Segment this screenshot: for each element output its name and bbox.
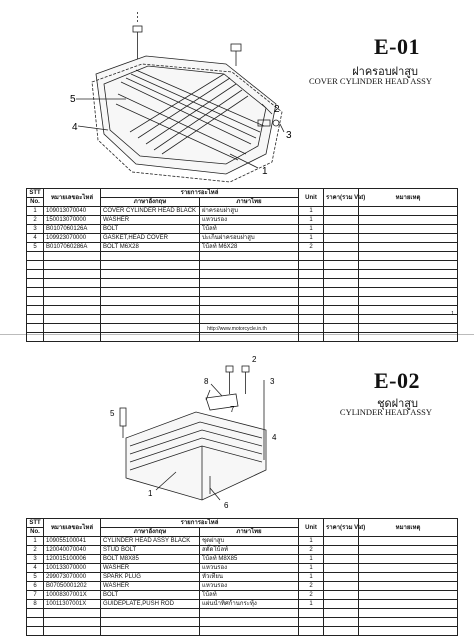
part-code: 10008307001X: [44, 591, 101, 600]
empty-cell: [299, 252, 324, 261]
table-row-empty: [27, 288, 458, 297]
empty-cell: [200, 315, 299, 324]
row-number: 2: [27, 216, 44, 225]
row-number: 6: [27, 582, 44, 591]
table-row-empty: [27, 618, 458, 627]
empty-cell: [44, 609, 101, 618]
empty-cell: [200, 609, 299, 618]
empty-cell: [200, 261, 299, 270]
description-th: ฝาครอบฝาสูบ: [200, 207, 299, 216]
callout-label: 3: [286, 130, 292, 141]
unit-qty: 2: [299, 591, 324, 600]
parts-table: [26, 188, 458, 342]
empty-cell: [101, 261, 200, 270]
empty-cell: [359, 270, 458, 279]
row-number: 5: [27, 573, 44, 582]
part-code: B07050001202: [44, 582, 101, 591]
table-row-empty: [27, 609, 458, 618]
empty-cell: [101, 297, 200, 306]
empty-cell: [359, 261, 458, 270]
table-row-empty: [27, 315, 458, 324]
description-en: WASHER: [101, 216, 200, 225]
empty-cell: [200, 279, 299, 288]
unit-qty: 1: [299, 537, 324, 546]
empty-cell: [27, 315, 44, 324]
header-stt: STT: [27, 519, 44, 528]
empty-cell: [101, 288, 200, 297]
note: [359, 207, 458, 216]
unit-qty: 2: [299, 243, 324, 252]
empty-cell: [44, 627, 101, 636]
description-en: WASHER: [101, 582, 200, 591]
table-row: [27, 537, 458, 546]
header-note: หมายเหตุ: [359, 519, 458, 537]
empty-cell: [299, 627, 324, 636]
note: [359, 234, 458, 243]
empty-cell: [101, 279, 200, 288]
unit-qty: 1: [299, 234, 324, 243]
empty-cell: [44, 279, 101, 288]
empty-cell: [359, 279, 458, 288]
title-thai: ฝาครอบฝาสูบ: [352, 65, 418, 78]
header-price: ราคา(รวม Vat): [324, 519, 359, 537]
empty-cell: [101, 609, 200, 618]
callout-label: 7: [230, 405, 235, 414]
empty-cell: [101, 627, 200, 636]
empty-cell: [359, 315, 458, 324]
header-desc-th: ภาษาไทย: [200, 528, 299, 537]
parts-table-body: [27, 537, 458, 636]
note: [359, 564, 458, 573]
header-description: รายการอะไหล่: [101, 519, 299, 528]
unit-qty: 1: [299, 600, 324, 609]
header-description: รายการอะไหล่: [101, 189, 299, 198]
callout-label: 4: [72, 122, 78, 133]
table-row: [27, 591, 458, 600]
empty-cell: [101, 333, 200, 342]
table-row-empty: [27, 252, 458, 261]
price: [324, 582, 359, 591]
empty-cell: [200, 618, 299, 627]
cover-cylinder-head-diagram: [26, 4, 326, 184]
row-number: 1: [27, 537, 44, 546]
unit-qty: 1: [299, 555, 324, 564]
empty-cell: [359, 297, 458, 306]
table-row-empty: [27, 270, 458, 279]
part-code: 120015100006: [44, 555, 101, 564]
description-en: CYLINDER HEAD ASSY BLACK: [101, 537, 200, 546]
empty-cell: [359, 333, 458, 342]
callout-label: 1: [148, 489, 153, 498]
empty-cell: [324, 333, 359, 342]
price: [324, 207, 359, 216]
catalog-code: E-01: [374, 34, 420, 59]
description-th: แหวนรอง: [200, 216, 299, 225]
empty-cell: [324, 252, 359, 261]
unit-qty: 2: [299, 582, 324, 591]
price: [324, 600, 359, 609]
part-code: B0107060286A: [44, 243, 101, 252]
catalog-code: E-02: [374, 368, 420, 393]
description-th: ชุดฝาสูบ: [200, 537, 299, 546]
description-th: ปะเก็นฝาครอบฝาสูบ: [200, 234, 299, 243]
description-th: โบ้ลท์ M8X85: [200, 555, 299, 564]
price: [324, 591, 359, 600]
parts-table-body: [27, 207, 458, 342]
description-th: โบ้ลท์: [200, 225, 299, 234]
price: [324, 225, 359, 234]
row-number: 5: [27, 243, 44, 252]
empty-cell: [200, 270, 299, 279]
callout-label: 8: [204, 377, 209, 386]
header-stt: STT: [27, 189, 44, 198]
note: [359, 582, 458, 591]
empty-cell: [359, 306, 458, 315]
empty-cell: [44, 252, 101, 261]
header-unit: Unit: [299, 189, 324, 207]
empty-cell: [200, 297, 299, 306]
table-row: [27, 243, 458, 252]
empty-cell: [359, 252, 458, 261]
parts-table: [26, 518, 458, 636]
page-number: 1: [451, 311, 454, 317]
table-row-empty: [27, 306, 458, 315]
title-english: CYLINDER HEAD ASSY: [339, 407, 432, 417]
empty-cell: [200, 252, 299, 261]
empty-cell: [27, 270, 44, 279]
unit-qty: 1: [299, 207, 324, 216]
part-code: 150013070000: [44, 216, 101, 225]
note: [359, 591, 458, 600]
empty-cell: [101, 252, 200, 261]
table-row: [27, 225, 458, 234]
footer-url[interactable]: http://www.motorcycle.in.th: [207, 326, 267, 332]
empty-cell: [44, 261, 101, 270]
note: [359, 225, 458, 234]
price: [324, 234, 359, 243]
price: [324, 216, 359, 225]
empty-cell: [27, 279, 44, 288]
row-number: 3: [27, 555, 44, 564]
empty-cell: [27, 333, 44, 342]
empty-cell: [324, 279, 359, 288]
description-th: แหวนรอง: [200, 564, 299, 573]
row-number: 8: [27, 600, 44, 609]
empty-cell: [324, 261, 359, 270]
table-row-empty: [27, 333, 458, 342]
table-row: [27, 216, 458, 225]
empty-cell: [324, 288, 359, 297]
row-number: 3: [27, 225, 44, 234]
empty-cell: [299, 270, 324, 279]
empty-cell: [299, 261, 324, 270]
price: [324, 546, 359, 555]
empty-cell: [359, 609, 458, 618]
callout-label: 6: [224, 501, 229, 510]
unit-qty: 1: [299, 225, 324, 234]
description-en: BOLT M8X85: [101, 555, 200, 564]
description-en: COVER CYLINDER HEAD BLACK: [101, 207, 200, 216]
callout-label: 3: [270, 377, 275, 386]
header-part-code: หมายเลขอะไหล่: [44, 519, 101, 537]
note: [359, 537, 458, 546]
part-code: 100133070000: [44, 564, 101, 573]
description-th: โบ้ลท์: [200, 591, 299, 600]
empty-cell: [44, 618, 101, 627]
callout-label: 5: [110, 409, 115, 418]
description-en: SPARK PLUG: [101, 573, 200, 582]
table-row: [27, 573, 458, 582]
empty-cell: [299, 288, 324, 297]
price: [324, 555, 359, 564]
empty-cell: [324, 618, 359, 627]
row-number: 7: [27, 591, 44, 600]
row-number: 2: [27, 546, 44, 555]
empty-cell: [27, 618, 44, 627]
note: [359, 216, 458, 225]
empty-cell: [324, 315, 359, 324]
empty-cell: [44, 333, 101, 342]
description-en: GASKET,HEAD COVER: [101, 234, 200, 243]
empty-cell: [44, 270, 101, 279]
description-th: โบ้ลท์ M6X28: [200, 243, 299, 252]
empty-cell: [44, 315, 101, 324]
empty-cell: [299, 315, 324, 324]
catalog-page-e01: [26, 0, 458, 322]
empty-cell: [101, 315, 200, 324]
empty-cell: [299, 333, 324, 342]
price: [324, 573, 359, 582]
callout-label: 5: [70, 94, 76, 105]
callout-label: 2: [252, 355, 257, 364]
unit-qty: 2: [299, 546, 324, 555]
note: [359, 573, 458, 582]
note: [359, 600, 458, 609]
table-row-empty: [27, 279, 458, 288]
part-code: 299073070000: [44, 573, 101, 582]
note: [359, 555, 458, 564]
description-th: แหวนรอง: [200, 582, 299, 591]
row-number: 4: [27, 564, 44, 573]
table-row: [27, 207, 458, 216]
header-note: หมายเหตุ: [359, 189, 458, 207]
empty-cell: [27, 306, 44, 315]
empty-cell: [44, 306, 101, 315]
callout-label: 4: [272, 433, 277, 442]
empty-cell: [200, 288, 299, 297]
row-number: 1: [27, 207, 44, 216]
empty-cell: [299, 618, 324, 627]
table-row-empty: [27, 627, 458, 636]
note: [359, 243, 458, 252]
empty-cell: [101, 306, 200, 315]
empty-cell: [299, 609, 324, 618]
empty-cell: [200, 627, 299, 636]
empty-cell: [359, 627, 458, 636]
empty-cell: [324, 306, 359, 315]
title-thai: ชุดฝาสูบ: [377, 397, 418, 410]
empty-cell: [200, 333, 299, 342]
callout-label: 1: [262, 166, 268, 177]
header-no: No.: [27, 528, 44, 537]
empty-cell: [44, 288, 101, 297]
header-desc-th: ภาษาไทย: [200, 198, 299, 207]
empty-cell: [299, 297, 324, 306]
header-part-code: หมายเลขอะไหล่: [44, 189, 101, 207]
empty-cell: [27, 627, 44, 636]
catalog-page-e02: [26, 346, 458, 632]
table-row: [27, 555, 458, 564]
unit-qty: 1: [299, 216, 324, 225]
table-row-empty: [27, 297, 458, 306]
part-code: 109013070040: [44, 207, 101, 216]
cylinder-head-diagram: [26, 350, 326, 518]
description-en: STUD BOLT: [101, 546, 200, 555]
empty-cell: [27, 288, 44, 297]
part-code: 109055100041: [44, 537, 101, 546]
part-code: 120040070040: [44, 546, 101, 555]
description-th: แผ่นนำทิศก้านกระทุ้ง: [200, 600, 299, 609]
empty-cell: [44, 297, 101, 306]
table-row: [27, 234, 458, 243]
description-en: BOLT: [101, 225, 200, 234]
unit-qty: 1: [299, 564, 324, 573]
description-th: หัวเทียน: [200, 573, 299, 582]
header-desc-en: ภาษาอังกฤษ: [101, 528, 200, 537]
empty-cell: [324, 270, 359, 279]
unit-qty: 1: [299, 573, 324, 582]
part-code: 10011307001X: [44, 600, 101, 609]
empty-cell: [27, 609, 44, 618]
header-unit: Unit: [299, 519, 324, 537]
header-desc-en: ภาษาอังกฤษ: [101, 198, 200, 207]
table-row: [27, 546, 458, 555]
table-row: [27, 564, 458, 573]
callout-label: 2: [274, 104, 280, 115]
empty-cell: [27, 252, 44, 261]
description-en: GUIDEPLATE,PUSH ROD: [101, 600, 200, 609]
empty-cell: [27, 261, 44, 270]
price: [324, 243, 359, 252]
table-row-empty: [27, 261, 458, 270]
empty-cell: [101, 618, 200, 627]
empty-cell: [359, 288, 458, 297]
price: [324, 537, 359, 546]
note: [359, 546, 458, 555]
empty-cell: [359, 618, 458, 627]
price: [324, 564, 359, 573]
table-row: [27, 600, 458, 609]
part-code: B0107060126A: [44, 225, 101, 234]
description-en: BOLT M6X28: [101, 243, 200, 252]
row-number: 4: [27, 234, 44, 243]
empty-cell: [299, 306, 324, 315]
header-price: ราคา(รวม Vat): [324, 189, 359, 207]
table-row: [27, 582, 458, 591]
description-en: BOLT: [101, 591, 200, 600]
header-no: No.: [27, 198, 44, 207]
empty-cell: [324, 297, 359, 306]
title-english: COVER CYLINDER HEAD ASSY: [308, 76, 432, 86]
empty-cell: [324, 609, 359, 618]
empty-cell: [299, 279, 324, 288]
empty-cell: [324, 627, 359, 636]
part-code: 109923070000: [44, 234, 101, 243]
empty-cell: [101, 270, 200, 279]
empty-cell: [27, 297, 44, 306]
empty-cell: [200, 306, 299, 315]
description-en: WASHER: [101, 564, 200, 573]
description-th: สตั๊ดโบ้ลท์: [200, 546, 299, 555]
